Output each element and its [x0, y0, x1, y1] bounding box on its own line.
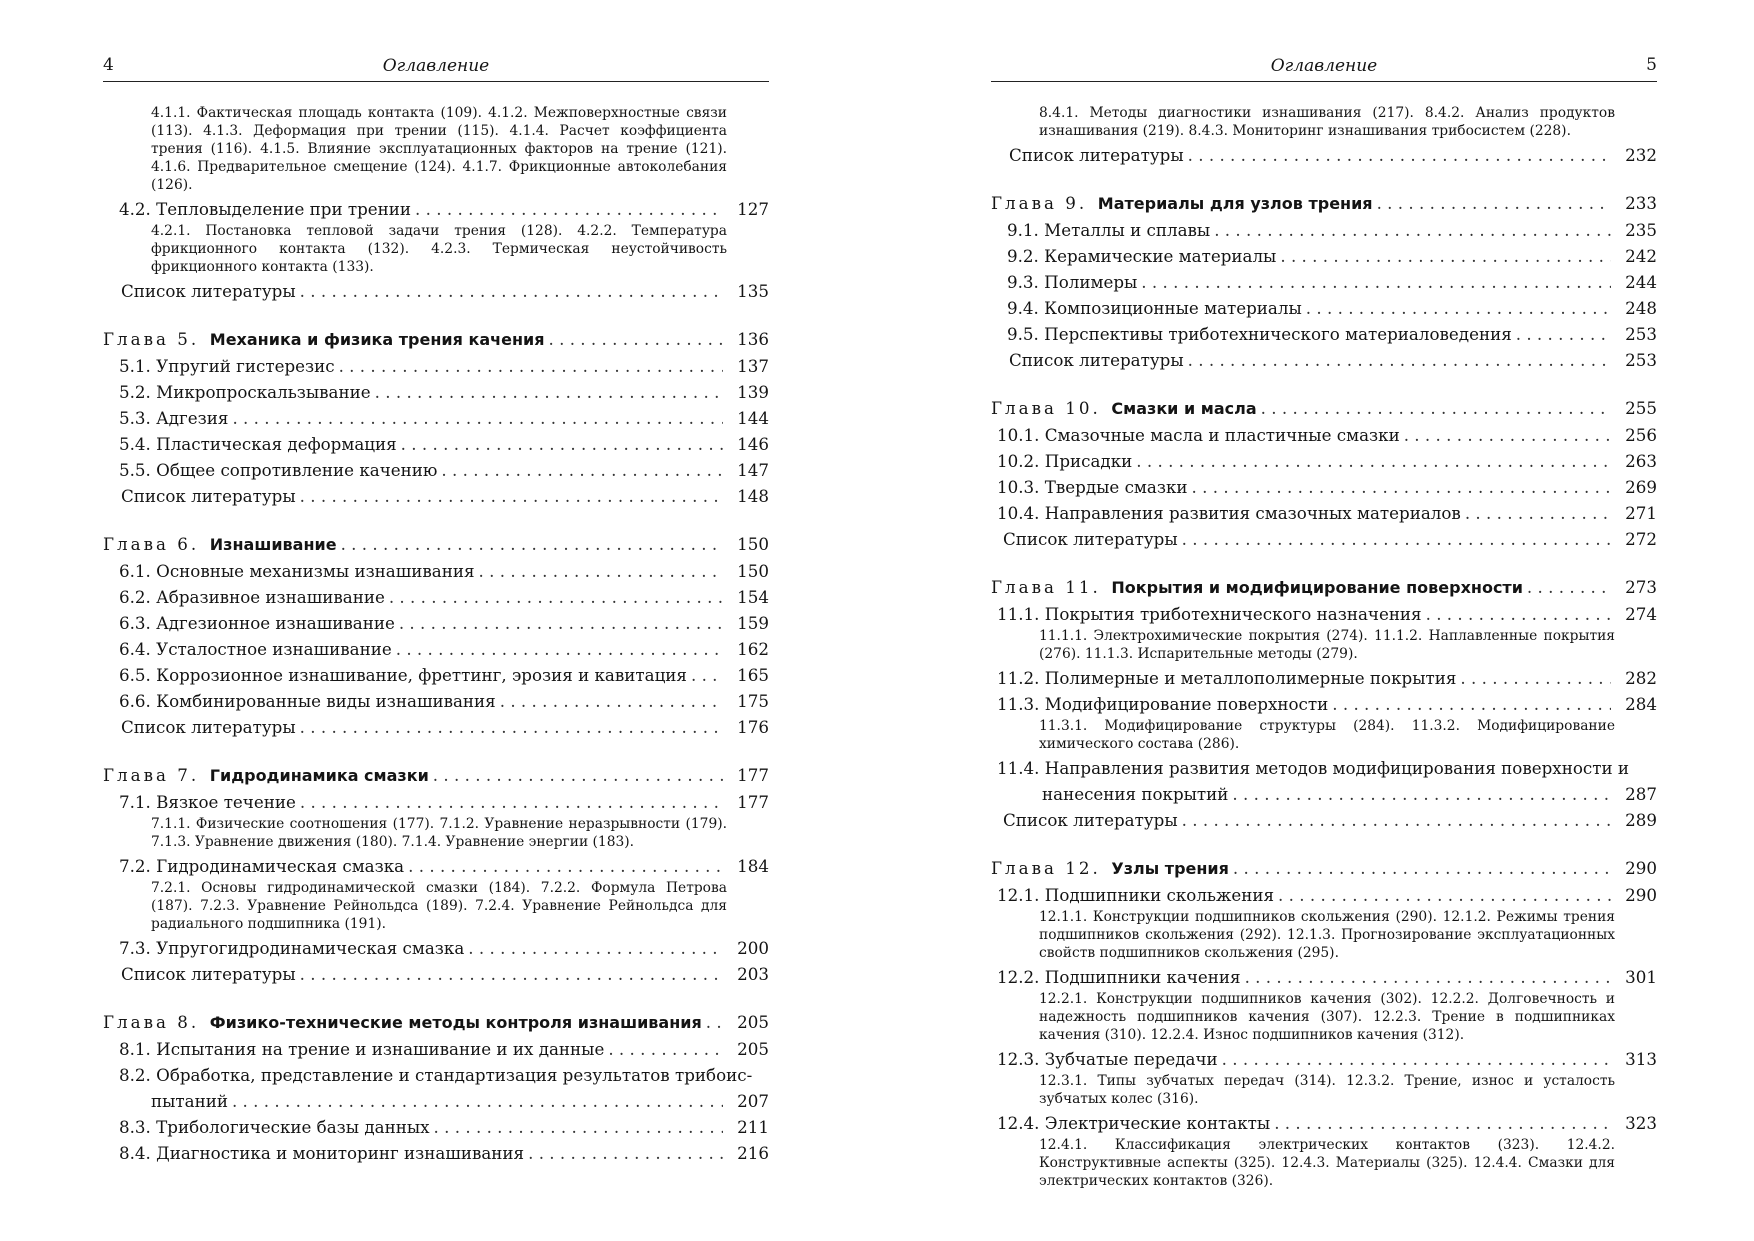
section-label: 9.2. Керамические материалы: [1007, 246, 1277, 266]
section-label: 5.5. Общее сопротивление качению: [119, 460, 438, 480]
section-label: 9.5. Перспективы триботехнического материаловедения: [1007, 324, 1512, 344]
subsection-list: 11.1.1. Электрохимические покрытия (274). 11.1.2. Наплавленные покрытия (276). 11.1.3. Испарительные методы (279).: [1039, 628, 1615, 662]
page-ref: 175: [737, 691, 769, 711]
page-ref: 127: [737, 199, 769, 219]
references-label: Список литературы: [1009, 145, 1184, 165]
page-ref: 139: [737, 382, 769, 402]
page-ref: 235: [1625, 220, 1657, 240]
page-ref: 216: [737, 1143, 769, 1163]
page-ref: 290: [1625, 858, 1657, 878]
page-ref: 313: [1625, 1049, 1657, 1069]
toc-section-12-3[interactable]: [991, 1046, 1657, 1072]
toc-section[interactable]: [991, 295, 1657, 321]
toc-right: [991, 82, 1657, 1190]
page-number-right: 5: [1646, 55, 1657, 75]
toc-section[interactable]: [103, 353, 769, 379]
page-ref: 273: [1625, 577, 1657, 597]
page-ref: 159: [737, 613, 769, 633]
subsection-list: 11.3.1. Модифицирование структуры (284). 11.3.2. Модифицирование химического состава (286).: [1039, 718, 1615, 752]
chapter-prefix: Глава 5.: [103, 329, 200, 349]
page-ref: 205: [737, 1039, 769, 1059]
toc-left: [103, 82, 769, 1166]
subsection-list: 7.1.1. Физические соотношения (177). 7.1.2. Уравнение неразрывности (179). 7.1.3. Уравнение движения (180). 7.1.4. Уравнение энергии (183).: [151, 816, 727, 850]
chapter-title: Изнашивание: [209, 535, 337, 554]
toc-section[interactable]: [991, 500, 1657, 526]
toc-references[interactable]: [991, 347, 1657, 373]
subsection-list: 12.2.1. Конструкции подшипников качения (302). 12.2.2. Долговечность и надежность подшипников качения (307). 12.2.3. Трение в подшипниках качения (310). 12.2.4. Износ подшипников качения (312).: [1039, 991, 1615, 1043]
toc-section-7-2[interactable]: [103, 853, 769, 879]
page-ref: 253: [1625, 350, 1657, 370]
toc-chapter-8[interactable]: [103, 1009, 769, 1036]
section-label: 4.2. Тепловыделение при трении: [119, 199, 412, 219]
page-ref: 146: [737, 434, 769, 454]
chapter-title: Материалы для узлов трения: [1097, 194, 1373, 213]
toc-section[interactable]: [991, 217, 1657, 243]
page-ref: 144: [737, 408, 769, 428]
running-title-left: Оглавление: [382, 56, 490, 76]
page-ref: 248: [1625, 298, 1657, 318]
page-ref: 290: [1625, 885, 1657, 905]
page-ref: 211: [737, 1117, 769, 1137]
chapter-prefix: Глава 10.: [991, 398, 1101, 418]
page-ref: 284: [1625, 694, 1657, 714]
chapter-prefix: Глава 8.: [103, 1012, 200, 1032]
section-label: 11.2. Полимерные и металлополимерные покрытия: [997, 668, 1457, 688]
section-label-continued: нанесения покрытий: [1042, 784, 1229, 804]
toc-references[interactable]: [991, 807, 1657, 833]
toc-section-8-2[interactable]: [103, 1062, 769, 1114]
toc-chapter-5[interactable]: [103, 326, 769, 353]
toc-section-8-1[interactable]: [103, 1036, 769, 1062]
subsection-list: 7.2.1. Основы гидродинамической смазки (184). 7.2.2. Формула Петрова (187). 7.2.3. Уравнение Рейнольдса (189). 7.2.4. Уравнение Рейнольдса для радиального подшипника (191).: [151, 880, 727, 932]
page-ref: 150: [737, 534, 769, 554]
right-page: [991, 0, 1657, 1192]
toc-references[interactable]: [991, 142, 1657, 168]
toc-references[interactable]: [103, 961, 769, 987]
toc-chapter-6[interactable]: [103, 531, 769, 558]
page-ref: 177: [737, 792, 769, 812]
toc-section[interactable]: [103, 457, 769, 483]
page-ref: 177: [737, 765, 769, 785]
chapter-title: Механика и физика трения качения: [209, 330, 545, 349]
section-label: 10.1. Смазочные масла и пластичные смазки: [997, 425, 1400, 445]
section-label: 5.1. Упругий гистерезис: [119, 356, 335, 376]
section-label: 6.5. Коррозионное изнашивание, фреттинг, эрозия и кавитация: [119, 665, 687, 685]
toc-section-11-2[interactable]: [991, 665, 1657, 691]
chapter-prefix: Глава 9.: [991, 193, 1088, 213]
subsection-list: 4.2.1. Постановка тепловой задачи трения (128). 4.2.2. Температура фрикционного контакта (132). 4.2.3. Термическая неустойчивость фрикционного контакта (133).: [151, 223, 727, 275]
subsection-list: 12.4.1. Классификация электрических контактов (323). 12.4.2. Конструктивные аспекты (325). 12.4.3. Материалы (325). 12.4.4. Смазки для электрических контактов (326).: [1039, 1137, 1615, 1189]
toc-section-11-4[interactable]: [991, 755, 1657, 807]
page-header-right: [991, 0, 1657, 82]
toc-section[interactable]: [103, 584, 769, 610]
page-ref: 137: [737, 356, 769, 376]
section-label: 8.1. Испытания на трение и изнашивание и их данные: [119, 1039, 605, 1059]
page-ref: 282: [1625, 668, 1657, 688]
toc-section[interactable]: [991, 422, 1657, 448]
page-ref: 135: [737, 281, 769, 301]
chapter-title: Гидродинамика смазки: [209, 766, 429, 785]
section-label: 9.4. Композиционные материалы: [1007, 298, 1302, 318]
section-label: 12.2. Подшипники качения: [997, 967, 1241, 987]
page-header-left: [103, 0, 769, 82]
toc-references[interactable]: [103, 483, 769, 509]
page-ref: 150: [737, 561, 769, 581]
section-label: 6.1. Основные механизмы изнашивания: [119, 561, 475, 581]
section-label: 8.3. Трибологические базы данных: [119, 1117, 430, 1137]
section-label: 8.2. Обработка, представление и стандартизация результатов трибоис-: [119, 1065, 753, 1085]
subsection-list: 12.3.1. Типы зубчатых передач (314). 12.3.2. Трение, износ и усталость зубчатых колес (316).: [1039, 1073, 1615, 1107]
page-ref: 244: [1625, 272, 1657, 292]
page-ref: 256: [1625, 425, 1657, 445]
toc-section[interactable]: [103, 558, 769, 584]
references-label: Список литературы: [121, 486, 296, 506]
chapter-prefix: Глава 6.: [103, 534, 200, 554]
toc-section[interactable]: [991, 448, 1657, 474]
toc-chapter-7[interactable]: [103, 762, 769, 789]
page-ref: 255: [1625, 398, 1657, 418]
toc-section[interactable]: [991, 474, 1657, 500]
page-ref: 176: [737, 717, 769, 737]
section-label: 6.3. Адгезионное изнашивание: [119, 613, 395, 633]
page-ref: 147: [737, 460, 769, 480]
subsection-list: 8.4.1. Методы диагностики изнашивания (217). 8.4.2. Анализ продуктов изнашивания (219). 8.4.3. Мониторинг изнашивания трибосистем (228).: [1039, 105, 1615, 139]
references-label: Список литературы: [121, 717, 296, 737]
chapter-title: Смазки и масла: [1111, 399, 1257, 418]
page-ref: 207: [737, 1091, 769, 1111]
page-ref: 272: [1625, 529, 1657, 549]
toc-chapter-12[interactable]: [991, 855, 1657, 882]
page-ref: 232: [1625, 145, 1657, 165]
section-label: 6.2. Абразивное изнашивание: [119, 587, 385, 607]
toc-section-7-3[interactable]: [103, 935, 769, 961]
section-label: 7.1. Вязкое течение: [119, 792, 296, 812]
page-ref: 269: [1625, 477, 1657, 497]
toc-section-11-1[interactable]: [991, 601, 1657, 627]
section-label: 6.6. Комбинированные виды изнашивания: [119, 691, 496, 711]
section-label: 11.4. Направления развития методов модифицирования поверхности и: [997, 758, 1629, 778]
section-label: 10.2. Присадки: [997, 451, 1133, 471]
chapter-prefix: Глава 12.: [991, 858, 1101, 878]
references-label: Список литературы: [121, 281, 296, 301]
left-page: [103, 0, 769, 1166]
toc-section[interactable]: [103, 431, 769, 457]
toc-section-12-4[interactable]: [991, 1110, 1657, 1136]
toc-section[interactable]: [991, 243, 1657, 269]
section-label: 11.1. Покрытия триботехнического назначения: [997, 604, 1422, 624]
subsection-list: 4.1.1. Фактическая площадь контакта (109). 4.1.2. Межповерхностные связи (113). 4.1.3. Деформация при трении (115). 4.1.4. Расчет коэффициента трения (116). 4.1.5. Влияние эксплуатационных факторов на трение (121). 4.1.6. Предварительное смещение (124). 4.1.7. Фрикционные автоколебания (126).: [151, 105, 727, 193]
page-ref: 253: [1625, 324, 1657, 344]
page-ref: 274: [1625, 604, 1657, 624]
page-ref: 323: [1625, 1113, 1657, 1133]
section-label: 7.2. Гидродинамическая смазка: [119, 856, 405, 876]
section-label: 12.3. Зубчатые передачи: [997, 1049, 1218, 1069]
section-label: 5.3. Адгезия: [119, 408, 229, 428]
toc-section[interactable]: [103, 379, 769, 405]
toc-chapter-10[interactable]: [991, 395, 1657, 422]
section-label: 9.1. Металлы и сплавы: [1007, 220, 1211, 240]
section-label: 5.4. Пластическая деформация: [119, 434, 397, 454]
chapter-title: Физико-технические методы контроля изнашивания: [209, 1013, 702, 1032]
references-label: Список литературы: [121, 964, 296, 984]
toc-section[interactable]: [103, 610, 769, 636]
page-ref: 184: [737, 856, 769, 876]
toc-section[interactable]: [103, 662, 769, 688]
page-ref: 200: [737, 938, 769, 958]
page-ref: 287: [1625, 784, 1657, 804]
page-ref: 242: [1625, 246, 1657, 266]
references-label: Список литературы: [1003, 810, 1178, 830]
page-ref: 136: [737, 329, 769, 349]
toc-section[interactable]: [103, 688, 769, 714]
section-label: 12.1. Подшипники скольжения: [997, 885, 1275, 905]
section-label: 6.4. Усталостное изнашивание: [119, 639, 392, 659]
chapter-prefix: Глава 11.: [991, 577, 1101, 597]
section-label: 10.4. Направления развития смазочных материалов: [997, 503, 1461, 523]
page-ref: 165: [737, 665, 769, 685]
section-label: 5.2. Микропроскальзывание: [119, 382, 371, 402]
section-label: 10.3. Твердые смазки: [997, 477, 1188, 497]
chapter-title: Покрытия и модифицирование поверхности: [1111, 578, 1523, 597]
toc-section-8-3[interactable]: [103, 1114, 769, 1140]
page-ref: 203: [737, 964, 769, 984]
subsection-list: 12.1.1. Конструкции подшипников скольжения (290). 12.1.2. Режимы трения подшипников скольжения (292). 12.1.3. Прогнозирование эксплуатационных свойств подшипников скольжения (295).: [1039, 909, 1615, 961]
references-label: Список литературы: [1003, 529, 1178, 549]
toc-references[interactable]: [991, 526, 1657, 552]
page-ref: 154: [737, 587, 769, 607]
toc-section[interactable]: [991, 269, 1657, 295]
chapter-title: Узлы трения: [1111, 859, 1229, 878]
toc-section[interactable]: [991, 321, 1657, 347]
page-ref: 263: [1625, 451, 1657, 471]
toc-section[interactable]: [103, 636, 769, 662]
section-label: 12.4. Электрические контакты: [997, 1113, 1271, 1133]
page-ref: 289: [1625, 810, 1657, 830]
page-ref: 162: [737, 639, 769, 659]
toc-chapter-11[interactable]: [991, 574, 1657, 601]
page-number-left: 4: [103, 55, 114, 75]
page-ref: 301: [1625, 967, 1657, 987]
section-label: 11.3. Модифицирование поверхности: [997, 694, 1329, 714]
page-ref: 148: [737, 486, 769, 506]
toc-section-12-1[interactable]: [991, 882, 1657, 908]
section-label-continued: пытаний: [151, 1091, 228, 1111]
toc-section-7-1[interactable]: [103, 789, 769, 815]
page-ref: 271: [1625, 503, 1657, 523]
toc-references[interactable]: [103, 278, 769, 304]
running-title-right: Оглавление: [1270, 56, 1378, 76]
chapter-prefix: Глава 7.: [103, 765, 200, 785]
references-label: Список литературы: [1009, 350, 1184, 370]
page-ref: 205: [737, 1012, 769, 1032]
toc-section[interactable]: [103, 405, 769, 431]
toc-section-11-3[interactable]: [991, 691, 1657, 717]
toc-chapter-9[interactable]: [991, 190, 1657, 217]
toc-section-8-4[interactable]: [103, 1140, 769, 1166]
section-label: 7.3. Упругогидродинамическая смазка: [119, 938, 465, 958]
section-label: 8.4. Диагностика и мониторинг изнашивания: [119, 1143, 525, 1163]
toc-section-12-2[interactable]: [991, 964, 1657, 990]
toc-references[interactable]: [103, 714, 769, 740]
page-ref: 233: [1625, 193, 1657, 213]
toc-section-4-2[interactable]: [103, 196, 769, 222]
section-label: 9.3. Полимеры: [1007, 272, 1138, 292]
